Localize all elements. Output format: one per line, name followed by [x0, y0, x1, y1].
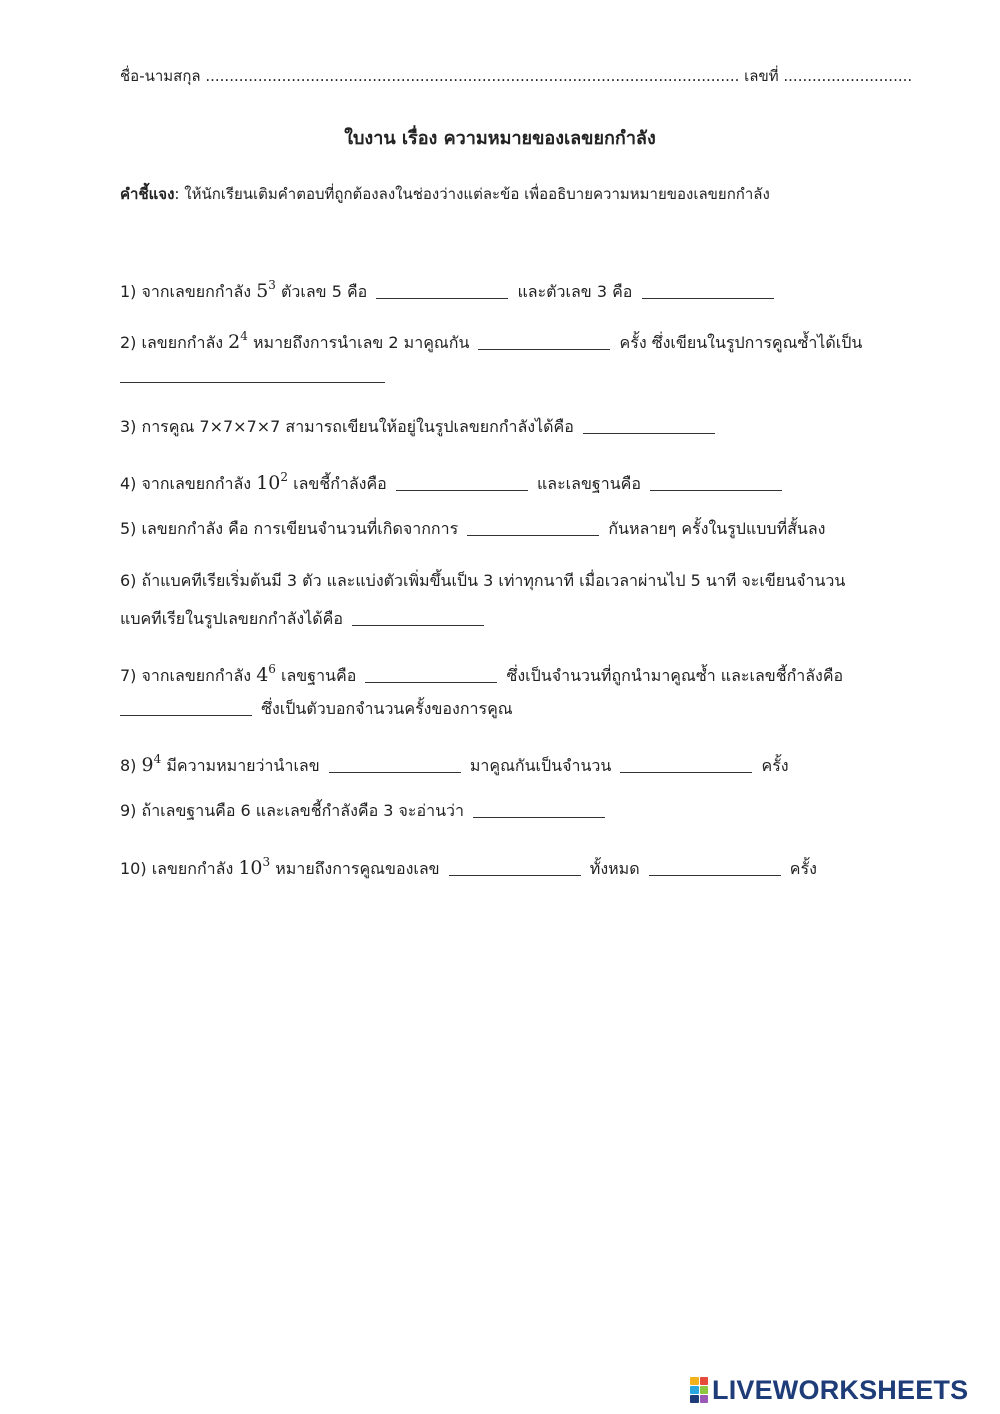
question-text: แบคทีเรียในรูปเลขยกกำลังได้คือ [120, 609, 349, 628]
question-text: กันหลายๆ ครั้งในรูปแบบที่สั้นลง [603, 519, 826, 538]
question-6-continuation [120, 608, 940, 630]
exponent: 6 [268, 662, 276, 676]
question-text: ครั้ง ซึ่งเขียนในรูปการคูณซ้ำได้เป็น [614, 333, 863, 352]
question-2 [120, 325, 940, 354]
question-9 [120, 800, 940, 822]
question-text: เลขฐานคือ [275, 666, 362, 685]
question-text: ทั้งหมด [584, 859, 645, 878]
question-4 [120, 466, 940, 495]
base: 4 [256, 664, 269, 686]
answer-blank[interactable] [583, 432, 715, 434]
question-7 [120, 658, 940, 687]
question-text: ตัวเลข 5 คือ [275, 282, 373, 301]
question-text: และเลขฐานคือ [531, 474, 647, 493]
exponent: 3 [268, 278, 276, 292]
question-text: และตัวเลข 3 คือ [512, 282, 638, 301]
question-text: มีความหมายว่านำเลข [161, 756, 325, 775]
question-text: 3) การคูณ 7×7×7×7 สามารถเขียนให้อยู่ในรูปเลขยกกำลังได้คือ [120, 417, 579, 436]
liveworksheets-logo-icon [690, 1377, 708, 1403]
liveworksheets-logo[interactable] [690, 1374, 968, 1406]
student-number-field[interactable]: เลขที่ ........................... [744, 67, 913, 85]
exponent: 4 [153, 752, 162, 766]
exponent: 3 [262, 855, 271, 869]
question-text: 6) ถ้าแบคทีเรียเริ่มต้นมี 3 ตัว และแบ่งตัวเพิ่มขึ้นเป็น 3 เท่าทุกนาที เมื่อเวลาผ่านไป 5 นาที จะเขียนจำนวน [120, 571, 846, 590]
question-text: 1) จากเลขยกกำลัง [120, 282, 257, 301]
answer-blank[interactable] [620, 771, 752, 773]
power-expression [256, 664, 276, 686]
question-1 [120, 274, 940, 303]
question-6 [120, 570, 940, 592]
answer-blank[interactable] [473, 816, 605, 818]
base: 5 [256, 280, 269, 302]
answer-blank[interactable] [396, 489, 528, 491]
question-7-continuation [120, 698, 940, 720]
question-text: ซึ่งเป็นตัวบอกจำนวนครั้งของการคูณ [256, 699, 513, 718]
answer-blank[interactable] [642, 297, 774, 299]
power-expression [256, 280, 276, 302]
answer-blank[interactable] [649, 874, 781, 876]
question-text: 5) เลขยกกำลัง คือ การเขียนจำนวนที่เกิดจากการ [120, 519, 464, 538]
question-10 [120, 851, 940, 880]
name-field[interactable]: ชื่อ-นามสกุล ................................................................................................................ [120, 67, 740, 85]
question-8 [120, 748, 940, 777]
power-expression [142, 754, 162, 776]
answer-blank[interactable] [120, 714, 252, 716]
question-text: 9) ถ้าเลขฐานคือ 6 และเลขชี้กำลังคือ 3 จะอ่านว่า [120, 801, 470, 820]
answer-blank[interactable] [365, 681, 497, 683]
question-text: หมายถึงการคูณของเลข [270, 859, 445, 878]
question-text: 10) เลขยกกำลัง [120, 859, 239, 878]
question-text: ซึ่งเป็นจำนวนที่ถูกนำมาคูณซ้ำ และเลขชี้กำลังคือ [501, 666, 844, 685]
question-text: 2) เลขยกกำลัง [120, 333, 229, 352]
question-text: 4) จากเลขยกกำลัง [120, 474, 257, 493]
logo-text: LIVEWORKSHEETS [712, 1374, 969, 1405]
question-text: ครั้ง [784, 859, 817, 878]
question-text: มาคูณกันเป็นจำนวน [464, 756, 617, 775]
power-expression [256, 472, 288, 494]
base: 2 [228, 331, 241, 353]
answer-blank[interactable] [449, 874, 581, 876]
question-text: หมายถึงการนำเลข 2 มาคูณกัน [247, 333, 475, 352]
instruction-label: คำชี้แจง [120, 185, 175, 203]
worksheet-title: ใบงาน เรื่อง ความหมายของเลขยกกำลัง [344, 128, 656, 149]
answer-blank[interactable] [650, 489, 782, 491]
answer-blank[interactable] [352, 624, 484, 626]
answer-blank[interactable] [329, 771, 461, 773]
base: 9 [141, 754, 154, 776]
question-text: 8) [120, 756, 142, 775]
question-text: ครั้ง [756, 756, 789, 775]
answer-blank[interactable] [120, 381, 385, 383]
answer-blank[interactable] [467, 534, 599, 536]
student-info-line [120, 65, 940, 87]
power-expression [238, 857, 270, 879]
base: 10 [256, 472, 281, 494]
answer-blank[interactable] [478, 348, 610, 350]
question-3 [120, 416, 940, 438]
exponent: 2 [280, 470, 289, 484]
instruction-text: : ให้นักเรียนเติมคำตอบที่ถูกต้องลงในช่องว่างแต่ละข้อ เพื่ออธิบายความหมายของเลขยกกำลัง [174, 185, 770, 203]
answer-blank[interactable] [376, 297, 508, 299]
power-expression [228, 331, 248, 353]
question-5 [120, 518, 940, 540]
question-text: เลขชี้กำลังคือ [288, 474, 392, 493]
question-text: 7) จากเลขยกกำลัง [120, 666, 257, 685]
question-2-continuation [120, 365, 940, 387]
exponent: 4 [240, 329, 248, 343]
base: 10 [238, 857, 263, 879]
instruction [120, 183, 940, 205]
